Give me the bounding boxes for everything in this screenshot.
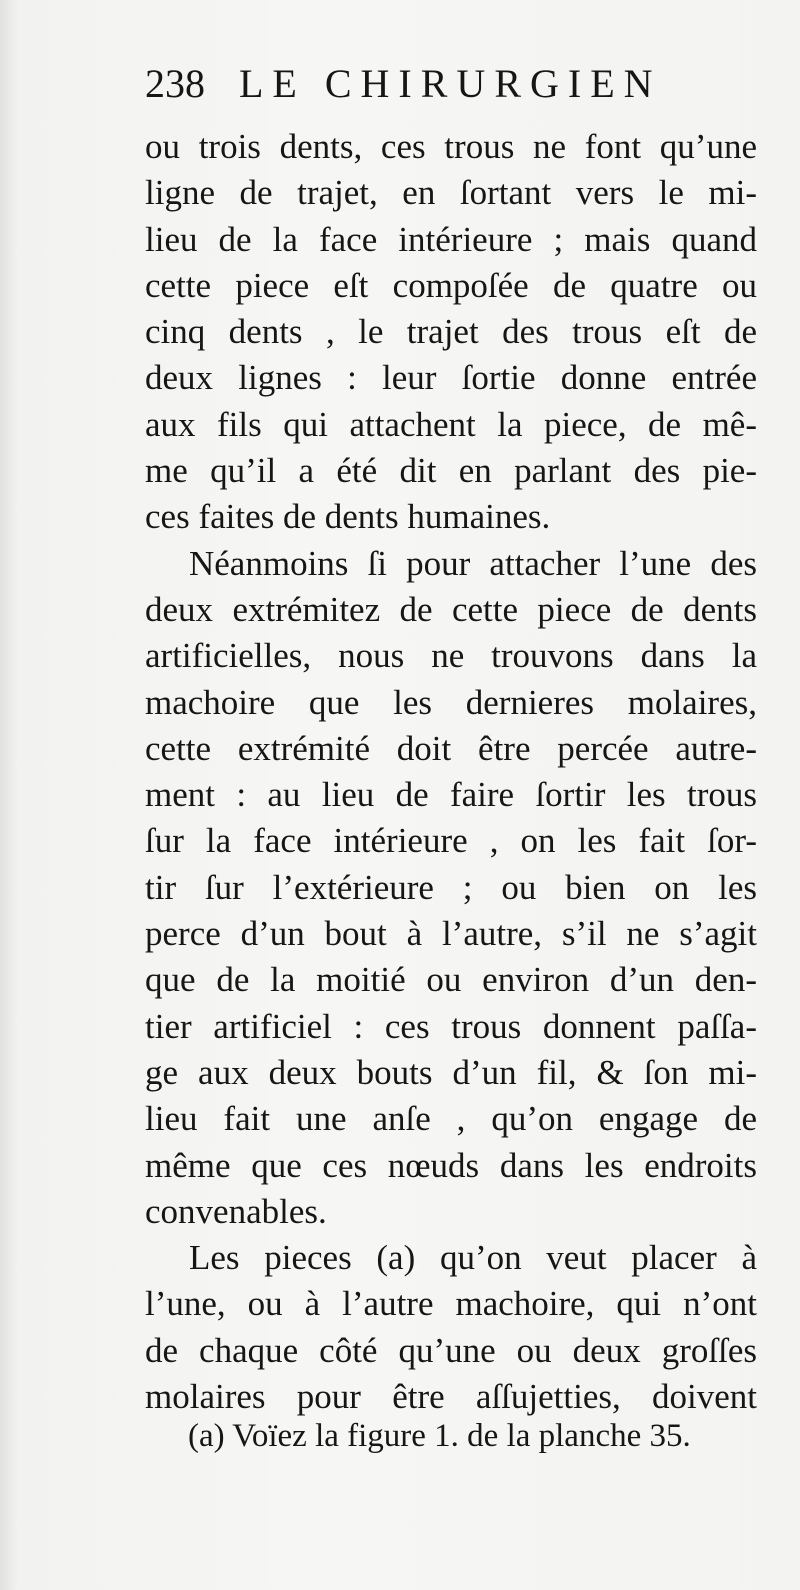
text-line: cette extrémité doit être percée autre- bbox=[145, 728, 757, 768]
text-line: tier artificiel : ces trous donnent paſſa- bbox=[145, 1006, 757, 1046]
text-line: l’une, ou à l’autre machoire, qui n’ont bbox=[145, 1284, 757, 1324]
text-line: même que ces nœuds dans les endroits bbox=[145, 1145, 757, 1185]
text-line: lieu fait une anſe , qu’on engage de bbox=[145, 1099, 757, 1139]
text-line: ment : au lieu de faire ſortir les trous bbox=[145, 775, 757, 815]
text-line: deux extrémitez de cette piece de dents bbox=[145, 589, 757, 629]
text-line: ge aux deux bouts d’un fil, & ſon mi- bbox=[145, 1052, 757, 1092]
text-line: cette piece eſt compoſée de quatre ou bbox=[145, 265, 757, 305]
text-line: ou trois dents, ces trous ne font qu’une bbox=[145, 127, 757, 166]
page-fold-shadow bbox=[0, 0, 18, 1590]
text-line: convenables. bbox=[145, 1191, 327, 1231]
page-number: 238 bbox=[145, 61, 205, 106]
text-line: de chaque côté qu’une ou deux groſſes bbox=[145, 1330, 757, 1370]
text-line: molaires pour être aſſujetties, doivent bbox=[145, 1377, 757, 1417]
text-line: cinq dents , le trajet des trous eſt de bbox=[145, 312, 757, 352]
text-line: aux fils qui attachent la piece, de mê- bbox=[145, 404, 757, 444]
text-line: tir ſur l’extérieure ; ou bien on les bbox=[145, 867, 757, 907]
text-line: perce d’un bout à l’autre, s’il ne s’agit bbox=[145, 914, 757, 954]
page-header bbox=[145, 60, 705, 118]
text-line: me qu’il a été dit en parlant des pie- bbox=[145, 451, 757, 491]
running-head: LE CHIRURGIEN bbox=[239, 61, 662, 106]
text-line: lieu de la face intérieure ; mais quand bbox=[145, 219, 757, 259]
footnote: (a) Voïez la figure 1. de la planche 35. bbox=[188, 1418, 691, 1454]
text-line: ligne de trajet, en ſortant vers le mi- bbox=[145, 173, 757, 213]
text-line: que de la moitié ou environ d’un den- bbox=[145, 960, 757, 1000]
text-line: ſur la face intérieure , on les fait ſor- bbox=[145, 821, 757, 861]
text-line: artificielles, nous ne trouvons dans la bbox=[145, 636, 757, 676]
paragraph-start-line: Néanmoins ſi pour attacher l’une des bbox=[189, 543, 757, 583]
text-line: deux lignes : leur ſortie donne entrée bbox=[145, 358, 757, 398]
text-line: ces faites de dents humaines. bbox=[145, 497, 551, 537]
paragraph-start-line: Les pieces (a) qu’on veut placer à bbox=[189, 1238, 757, 1278]
text-line: machoire que les dernieres molaires, bbox=[145, 682, 757, 722]
body-text bbox=[145, 124, 757, 1420]
